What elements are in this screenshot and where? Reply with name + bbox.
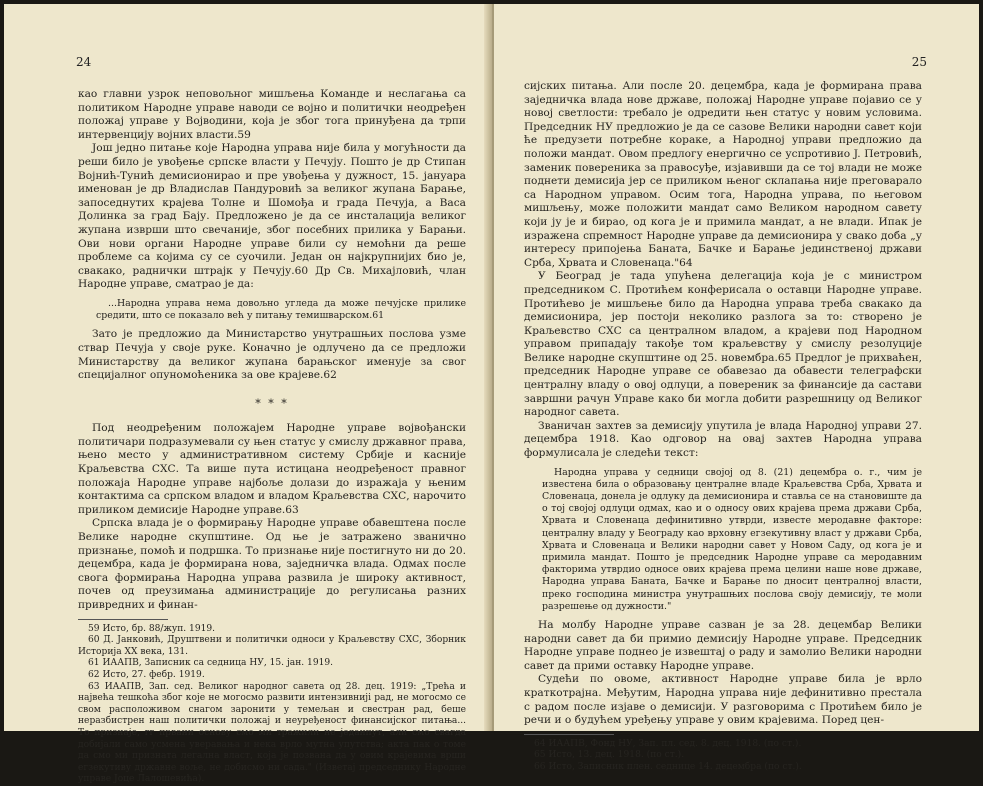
left-quote: ...Народна управа нема довољно угледа да може печујске прилике средити, што се показало већ у питању темишварском.61 xyxy=(96,297,466,322)
left-paragraph-2: Још једно питање које Народна управа није била у могућности да реши било је увођење српске власти у Печују. Пошто је др Стипан Војнић-Тунић демисионирао и пре увођења у дужност, 15. јануара именован је др Владислав Пандуровић за великог жупана Барање, запоседнутих крајева Толне и Шомођа и града Печуја, а Васа Долинка за град Бају. Предложено је да се инсталација великог жупана изврши што свечаније, због посебних прилика у Барањи. Ови нови органи Народне управе били су немоћни да реше проблеме са којима су се суочили. Један он најкрупнијих био је, свакако, раднички штрајк у Печују.60 Др Св. Михаjловић, члан Народне управе, сматрао је да: xyxy=(78,142,466,291)
left-page xyxy=(4,4,490,785)
right-paragraph-3: Званичан захтев за демисију упутила је влада Народној управи 27. децембра 1918. Као одговор на овај захтев Народна управа формулисала је следећи текст: xyxy=(524,419,922,460)
footnote: 66 Исто, Записник плен. седнице 14. децембра (по ст.). xyxy=(534,762,802,772)
left-paragraph-1: као главни узрок неповољног мишљења Команде и неслагања са политиком Народне управе наводи се војно и политички неодређен положај управе у Војводини, која је због тога принуђена да трпи интервенцију војних власти.59 xyxy=(78,88,466,141)
footnote: 65 Исто, 13. дец. 1918. (по ст.). xyxy=(534,750,685,761)
footnote-rule xyxy=(524,734,614,735)
right-page xyxy=(494,4,979,772)
footnote: 61 ИААПВ, Записник са седница НУ, 15. јан. 1919. xyxy=(88,658,334,669)
right-footnotes xyxy=(524,739,922,774)
footnote: 59 Исто, бр. 88/жуп. 1919. xyxy=(88,623,216,634)
book-spread xyxy=(4,4,979,785)
right-paragraph-1: сијских питања. Али после 20. децембра, када је формирана права заједничка влада нове државе, положај Народне управе појавио се у новој светлости: требало је одредити њен статус у новим условима. Председник НУ предложио је да се сазове Велики народни савет који ће предузети потребне кораке, а Народној управи предложио да положи мандат. Овом предлогу енергично се успротивио J. Петровић, заменик повереника за правосуђе, изјавивши да се тој влади не може поднети демисија јер се приликом њеног склапања није преговарало са Народном управом. Осим тога, Народна управа, по његовом мишљењу, може положити мандат само Великом народном савету који ју је и бирао, од кога је и примила мандат, а не влади. Ипак је изражена спремност Народне управе да демисионира у свако доба „у интересу припојења Баната, Бачке и Барање јединственој држави Срба, Хрвата и Словенаца."64 xyxy=(524,80,922,269)
right-page-body xyxy=(524,80,922,774)
left-footnotes xyxy=(78,624,466,786)
left-paragraph-3: Зато је предложио да Министарство унутрашњих послова узме ствар Печуја у своје руке. Коначно је одлучено да се предложи Министарству да великог жупана барањског именује за свог специјалног опуномоћеника за ове крајеве.62 xyxy=(78,328,466,382)
footnote: 63 ИААПВ, Зап. сед. Великог народног савета од 28. дец. 1919: „Трећа и највећа тешкоћа због које не могосмо развити интензивниji рад, не могосмо се свом расположивом снагом заронити у темељан и свестран рад, беше неразбистрен наш политички положај и неуређеност финансијског питања... То признаје, гг првани основу смо ми тражили не једанпут, али смо свагда добијали само усмена уверавања и нека врло мутна упутства; акта пак о томе да смо ми призната легална власт, која је позвана да у овим крајевима врши егзекутиву државне воље, не добисмо ни сада." (Изветај председнику Народне управе Јоце Лалошевића). xyxy=(78,681,466,785)
right-paragraph-5: Судећи по овоме, активност Народне управе била је врло краткотрајна. Међутим, Народна управа није дефинитивно престала с радом после изјаве о демисији. У разговорима с Протићем било је речи и о будућем уређењу управе у овим крајевима. Поред цен- xyxy=(524,673,922,727)
right-page-number: 25 xyxy=(911,55,927,69)
footnote: 64 ИААПВ, Фонд НУ, Зап. пл. сед. 8. дец. 1918. (по ст.). xyxy=(534,738,802,749)
footnote-rule xyxy=(78,619,168,620)
right-paragraph-4: На молбу Народне управе сазван је за 28. децембар Велики народни савет да би примио демисију Народне управе. Председник Народне управе поднео је извештај о раду и замолио Велики народни савет да прими оставку Народне управе. xyxy=(524,619,922,672)
footnote: 62 Исто, 27. фебр. 1919. xyxy=(88,669,205,680)
footnote: 60 Д. Јанковић, Друштвени и политички односи у Краљевству СХС, Зборник Историја XX века, 131. xyxy=(78,635,466,657)
left-paragraph-5: Српска влада је о формирању Народне управе обавештена после Велике народне скупштине. Од ње је затражено званично признање, помоћ и подршка. То признање није постигнуто ни до 20. децембра, када је формирана нова, заједничка влада. Одмах после свога формирања Народна управа развила је широку активност, почев од преузимања администрације до регулисања разних привредних и финан- xyxy=(78,517,466,611)
section-divider-stars: * * * xyxy=(255,396,289,410)
right-quote: Народна управа у седници својој од 8. (21) децембра о. г., чим је известена била о образовању централне владе Краљевства Срба, Хрвата и Словенаца, донела је одлуку да демисионира и ставља се на становиште да о тој својој одлуци одмах, као и о односу ових крајева према држави Срба, Хрвата и Словенаца дефинитивно утврди, известе меродавне факторе: централну владу у Београду као врховну егзекутивну власт у држави Срба, Хрвата и Словенаца и Велики народни савет у Новом Саду, од кога је и примила мандат. Пошто је председник Народне управе са меродавним факторима утврдио односе ових крајева према целини наше нове државе, Народна управа Баната, Бачке и Барање по дносит централној власти, преко господина министра унутрашњих послова своју демисију, те моли разрешење од дужности." xyxy=(542,466,922,612)
right-paragraph-2: У Београд је тада упућена делегација која је с министром председником С. Протићем конферисала о оставци Народне управе. Протићево је мишљење било да Народна управа треба свакако да демисионира, јер постоји неколико разлога за то: створено је Краљевство СХС са централном владом, а крајеви под Народном управом припадају такође том краљевству у смислу резолуције Велике народне скупштине од 25. новембра.65 Предлог је прихваћен, председник Народне управе се обавезао да обавести телеграфски централну владу о овој одлуци, а повереник за финансије да састави завршни рачун Управе како би могла добити разрешницу од Великог народног савета. xyxy=(524,270,922,419)
left-page-number: 24 xyxy=(76,55,92,69)
left-paragraph-4: Под неодређеним положајем Народне управе војвођански политичари подразумевали су њен статус у смислу државног права, њено место у административном систему Србије и касније Краљевства СХС. Та више пута истицана неодређеност правног положаја Народне управе најбоље долази до изражаја у њеним контактима са српском владом и владом Краљевства СХС, нарочито приликом демисије Народне управе.63 xyxy=(78,422,466,516)
left-page-body xyxy=(78,88,466,786)
